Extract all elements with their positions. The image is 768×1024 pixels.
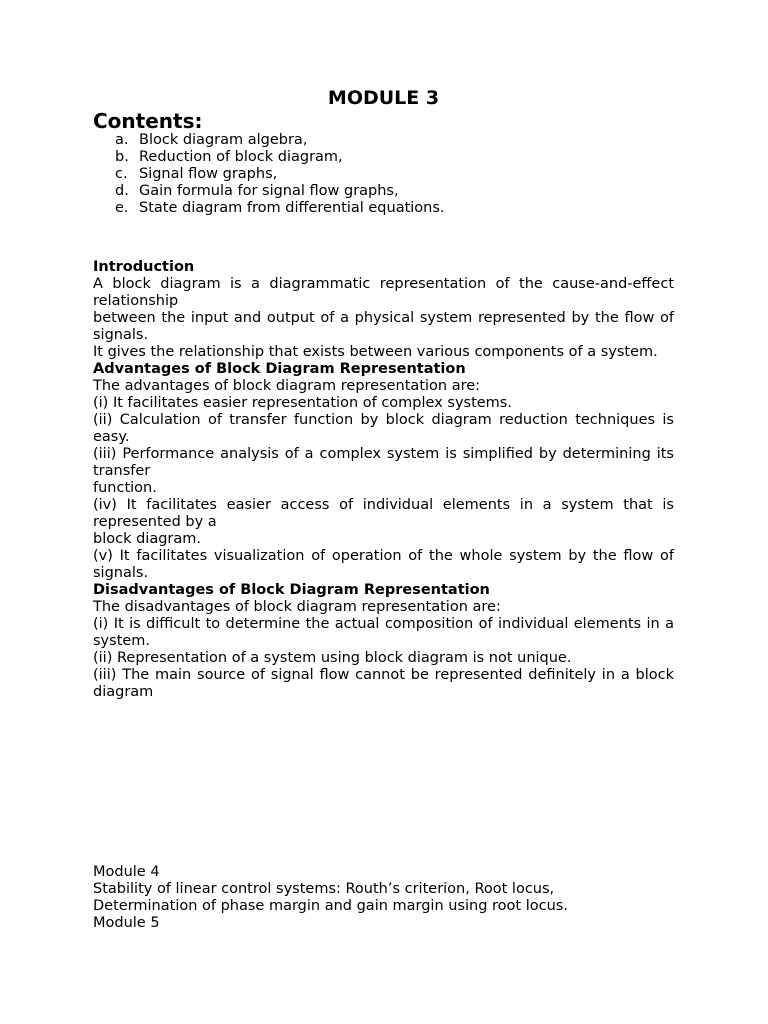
paragraph-line: (i) It is difficult to determine the actual composition of individual elements in a system. bbox=[93, 616, 674, 649]
contents-item bbox=[115, 166, 674, 183]
contents-text: Reduction of block diagram, bbox=[139, 149, 343, 165]
contents-heading: Contents: bbox=[93, 109, 203, 133]
paragraph-line: function. bbox=[93, 480, 157, 496]
contents-marker: c. bbox=[115, 166, 128, 182]
contents-item bbox=[115, 183, 674, 200]
contents-text: State diagram from differential equations. bbox=[139, 200, 445, 216]
paragraph-line: (ii) Calculation of transfer function by block diagram reduction techniques is easy. bbox=[93, 412, 674, 445]
paragraph-line: (iii) The main source of signal flow cannot be represented definitely in a block diagram bbox=[93, 667, 674, 700]
page-title: MODULE 3 bbox=[327, 87, 440, 109]
contents-marker: d. bbox=[115, 183, 129, 199]
paragraph-line: The disadvantages of block diagram representation are: bbox=[93, 599, 501, 615]
contents-item bbox=[115, 149, 674, 166]
footer-line: Module 5 bbox=[93, 915, 160, 931]
disadvantages-heading: Disadvantages of Block Diagram Representation bbox=[93, 582, 490, 598]
document-page bbox=[93, 86, 674, 701]
contents-item bbox=[115, 200, 674, 217]
paragraph-line: It gives the relationship that exists between various components of a system. bbox=[93, 344, 658, 360]
contents-marker: a. bbox=[115, 132, 129, 148]
footer-line: Stability of linear control systems: Routh’s criterion, Root locus, bbox=[93, 881, 555, 897]
paragraph-line: (iii) Performance analysis of a complex system is simplified by determining its transfer bbox=[93, 446, 674, 479]
paragraph-line: The advantages of block diagram representation are: bbox=[93, 378, 481, 394]
paragraph-line: (ii) Representation of a system using block diagram is not unique. bbox=[93, 650, 572, 666]
contents-marker: e. bbox=[115, 200, 129, 216]
introduction-section bbox=[93, 259, 674, 701]
contents-text: Gain formula for signal flow graphs, bbox=[139, 183, 399, 199]
contents-text: Signal flow graphs, bbox=[139, 166, 278, 182]
introduction-heading: Introduction bbox=[93, 259, 195, 275]
contents-marker: b. bbox=[115, 149, 129, 165]
footer-line: Determination of phase margin and gain margin using root locus. bbox=[93, 898, 568, 914]
paragraph-line: block diagram. bbox=[93, 531, 201, 547]
paragraph-line: (v) It facilitates visualization of operation of the whole system by the flow of signals. bbox=[93, 548, 674, 581]
advantages-heading: Advantages of Block Diagram Representation bbox=[93, 361, 466, 377]
footer-line: Module 4 bbox=[93, 864, 160, 880]
contents-item bbox=[115, 132, 674, 149]
contents-text: Block diagram algebra, bbox=[139, 132, 308, 148]
paragraph-line: A block diagram is a diagrammatic representation of the cause-and-effect relationship bbox=[93, 276, 674, 309]
paragraph-line: (iv) It facilitates easier access of individual elements in a system that is represented by a bbox=[93, 497, 674, 530]
module-list-footer bbox=[93, 864, 693, 932]
paragraph-line: between the input and output of a physical system represented by the flow of signals. bbox=[93, 310, 674, 343]
contents-list bbox=[93, 132, 674, 217]
paragraph-line: (i) It facilitates easier representation of complex systems. bbox=[93, 395, 512, 411]
